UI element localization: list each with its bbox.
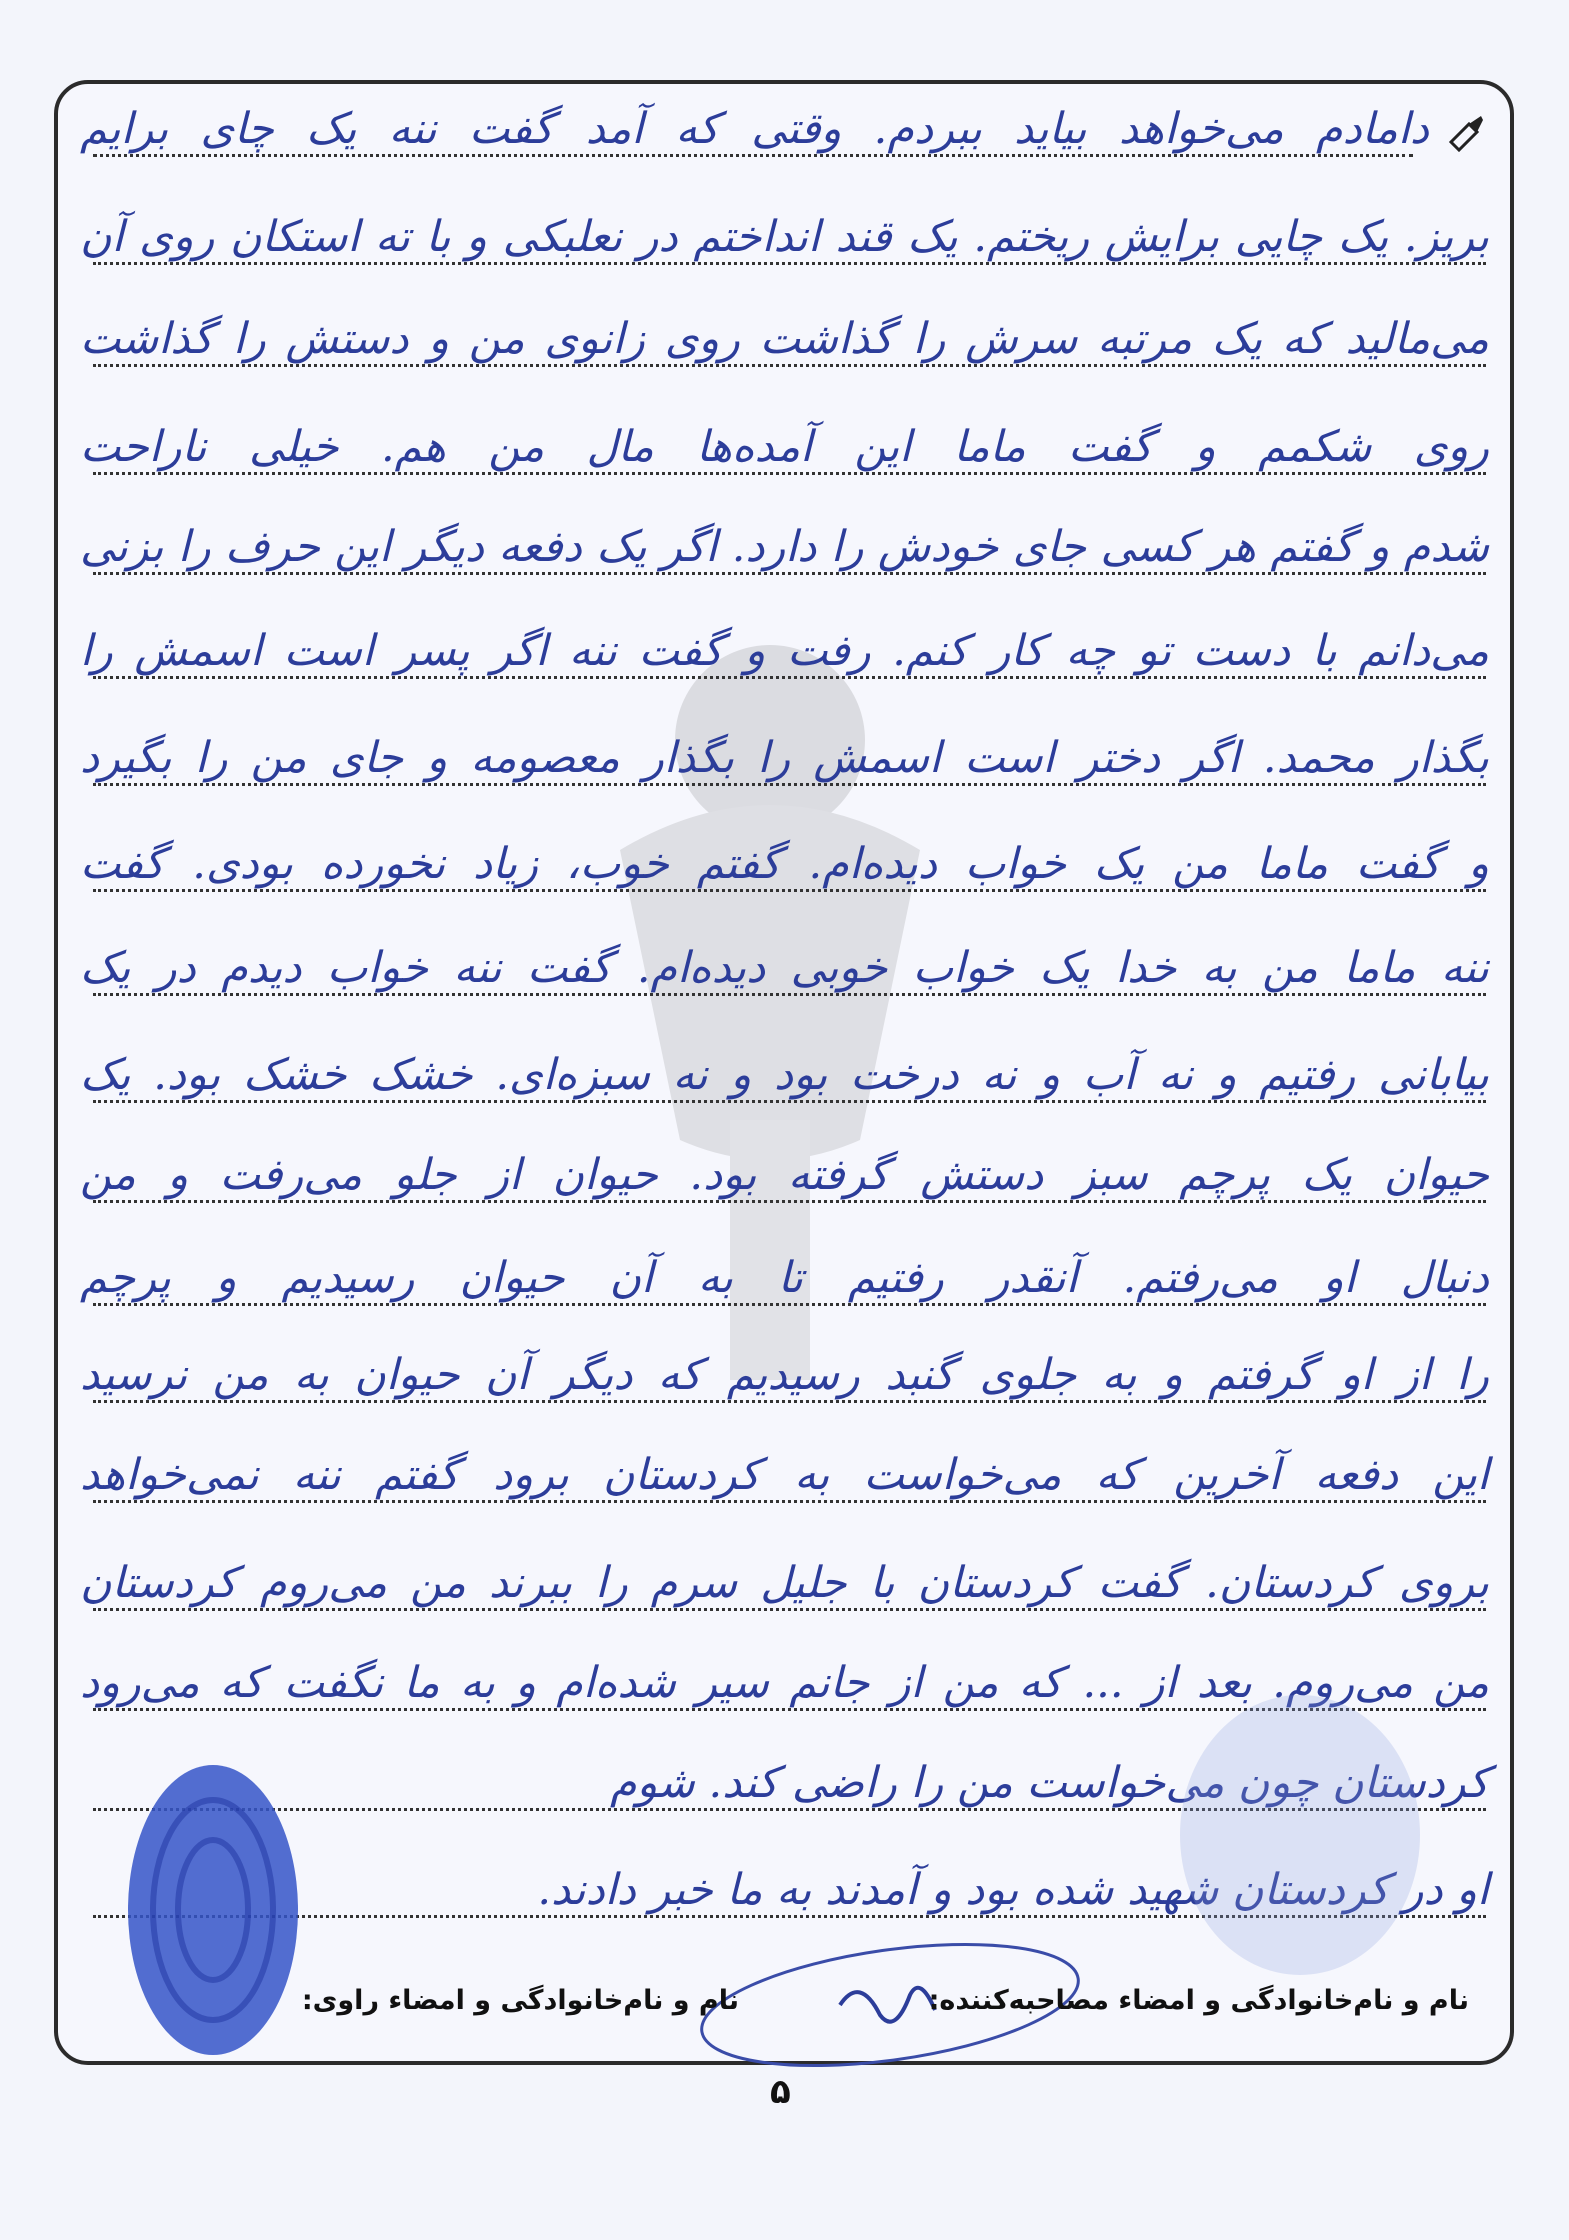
handwritten-line: روی شکمم و گفت ماما این آمده‌ها مال من هم. خیلی ناراحت: [80, 422, 1489, 472]
handwritten-line: دامادم می‌خواهد بیاید ببردم. وقتی که آمد گفت ننه یک چای برایم: [80, 104, 1429, 154]
interviewer-signature-label: نام و نام‌خانوادگی و امضاء مصاحبه‌کننده:: [928, 1985, 1469, 2016]
handwritten-line: ننه ماما من به خدا یک خواب خوبی دیده‌ام. گفت ننه خواب دیدم در یک: [80, 943, 1489, 993]
handwritten-line: کردستان چون می‌خواست من را راضی کند. شوم: [609, 1758, 1489, 1808]
handwritten-line: من می‌روم. بعد از ... که من از جانم سیر شده‌ام و به ما نگفت که می‌رود: [80, 1658, 1489, 1708]
writing-hand-icon: [1447, 112, 1487, 152]
handwritten-line: می‌مالید که یک مرتبه سرش را گذاشت روی زانوی من و دستش را گذاشت: [80, 314, 1489, 364]
fingerprint-left: [118, 1760, 308, 2060]
handwritten-line: حیوان یک پرچم سبز دستش گرفته بود. حیوان از جلو می‌رفت و من: [80, 1150, 1489, 1200]
handwritten-line: را از او گرفتم و به جلوی گنبد رسیدیم که دیگر آن حیوان به من نرسید: [80, 1350, 1489, 1400]
page-number: ۵: [770, 2072, 791, 2112]
handwritten-line: بیابانی رفتیم و نه آب و نه درخت بود و نه سبزه‌ای. خشک خشک بود. یک: [80, 1050, 1489, 1100]
handwritten-line: بریز. یک چایی برایش ریختم. یک قند انداختم در نعلبکی و با ته استکان روی آن: [80, 212, 1489, 262]
handwritten-line: می‌دانم با دست تو چه کار کنم. رفت و گفت ننه اگر پسر است اسمش را: [80, 626, 1489, 676]
handwritten-line: و گفت ماما من یک خواب دیده‌ام. گفتم خوب، زیاد نخورده بودی. گفت: [80, 839, 1489, 889]
handwritten-line: شدم و گفتم هر کسی جای خودش را دارد. اگر یک دفعه دیگر این حرف را بزنی: [80, 522, 1489, 572]
handwritten-line: این دفعه آخرین که می‌خواست به کردستان برود گفتم ننه نمی‌خواهد: [80, 1450, 1489, 1500]
narrator-signature-label: نام و نام‌خانوادگی و امضاء راوی:: [301, 1985, 739, 2016]
handwritten-line: بروی کردستان. گفت کردستان با جلیل سرم را ببرند من می‌روم کردستان: [80, 1558, 1489, 1608]
handwritten-line: بگذار محمد. اگر دختر است اسمش را بگذار معصومه و جای من را بگیرد: [80, 733, 1489, 783]
handwritten-line: دنبال او می‌رفتم. آنقدر رفتیم تا به آن حیوان رسیدیم و پرچم: [80, 1253, 1489, 1303]
fingerprint-right: [1170, 1690, 1430, 1980]
handwritten-line: او در کردستان شهید شده بود و آمدند به ما خبر دادند.: [537, 1865, 1489, 1915]
